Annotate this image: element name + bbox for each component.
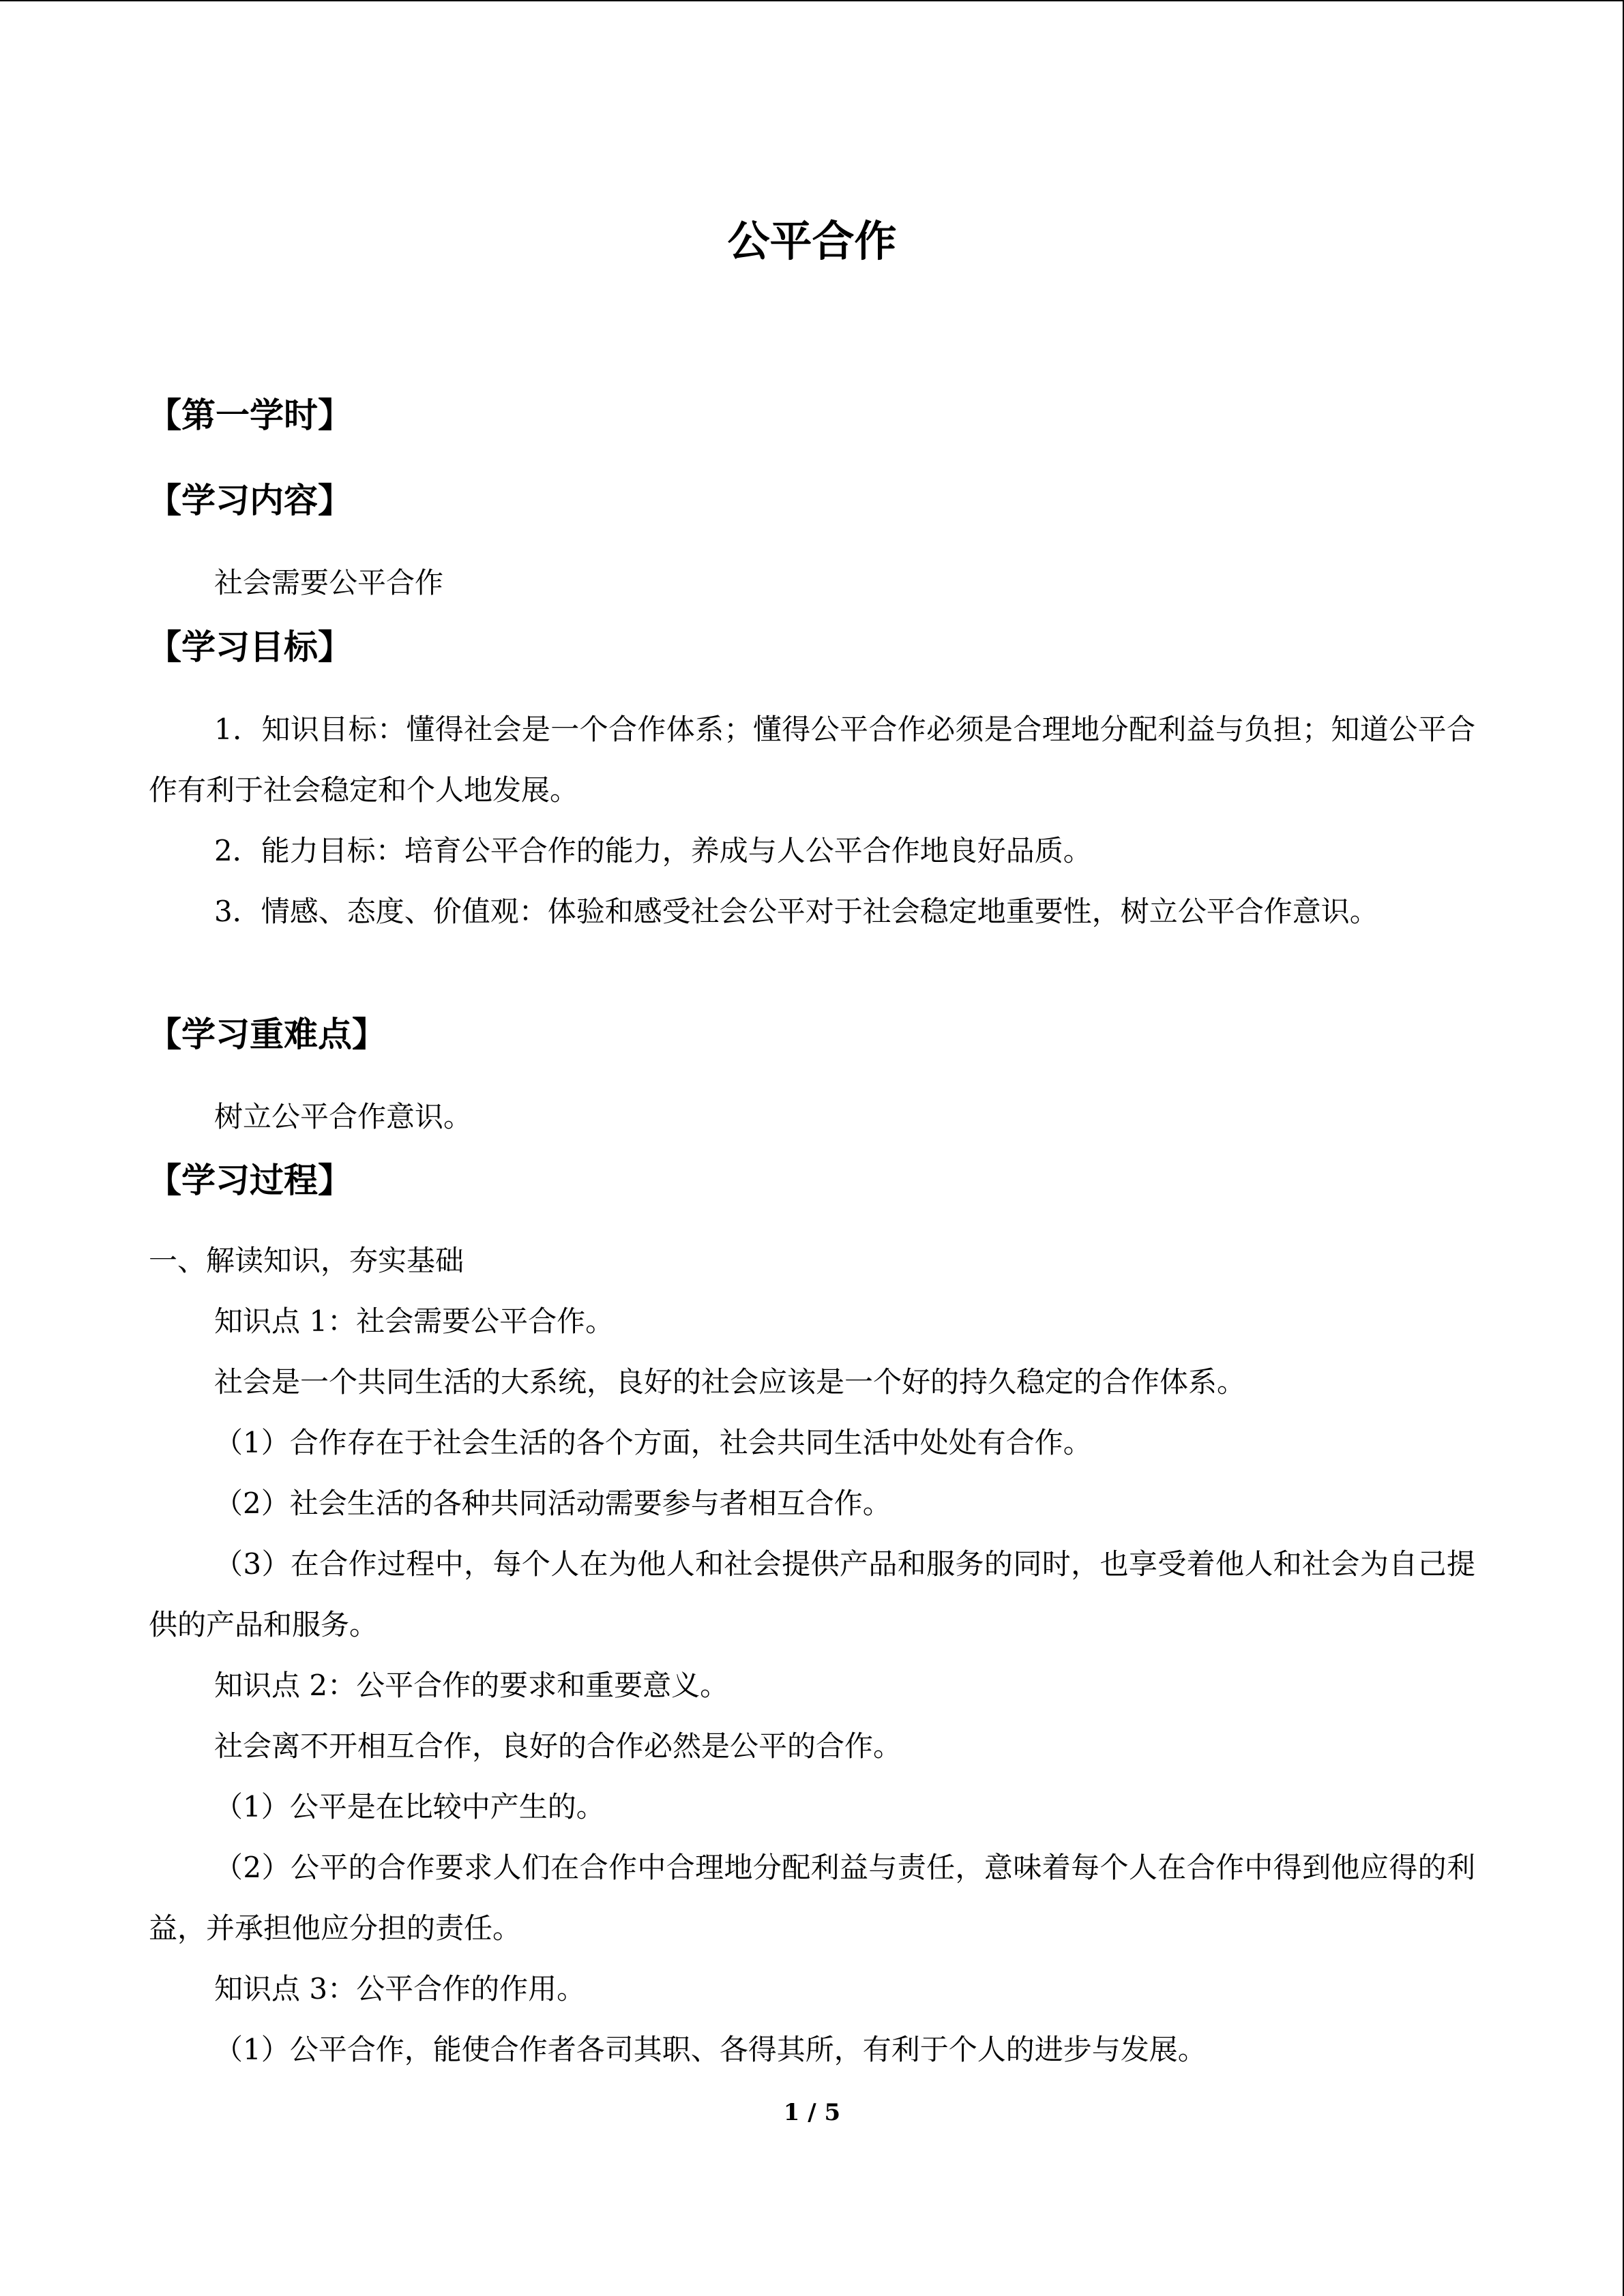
knowledge-point-2-title: 知识点 2：公平合作的要求和重要意义。 [214,1669,729,1702]
document-title: 公平合作 [727,216,897,266]
knowledge-point-3-title: 知识点 3：公平合作的作用。 [214,1972,586,2006]
lesson-heading: 【第一学时】 [147,396,352,435]
goal-1: 1．知识目标：懂得社会是一个合作体系；懂得公平合作必须是合理地分配利益与负担；知道公平合作有利于社会稳定和个人地发展。 [149,713,1475,807]
knowledge-point-1-item-1: （1）合作存在于社会生活的各个方面，社会共同生活中处处有合作。 [214,1426,1092,1459]
knowledge-point-1-item-3: （3）在合作过程中，每个人在为他人和社会提供产品和服务的同时，也享受着他人和社会为自己提供的产品和服务。 [149,1547,1475,1641]
key-points-text: 树立公平合作意识。 [214,1100,473,1133]
content-heading: 【学习内容】 [147,481,352,520]
content-text: 社会需要公平合作 [214,566,444,599]
knowledge-point-1-title: 知识点 1：社会需要公平合作。 [214,1304,615,1338]
goal-2: 2．能力目标：培育公平合作的能力，养成与人公平合作地良好品质。 [214,834,1092,867]
goals-heading: 【学习目标】 [147,627,352,667]
knowledge-point-2-intro: 社会离不开相互合作，良好的合作必然是公平的合作。 [214,1729,902,1763]
knowledge-point-2-item-2: （2）公平的合作要求人们在合作中合理地分配利益与责任，意味着每个人在合作中得到他应得的利益，并承担他应分担的责任。 [149,1851,1475,1945]
goal-3: 3．情感、态度、价值观：体验和感受社会公平对于社会稳定地重要性，树立公平合作意识。 [214,895,1378,928]
part-1-title: 一、解读知识，夯实基础 [149,1244,464,1277]
page-number: 1 / 5 [783,2099,841,2126]
process-heading: 【学习过程】 [147,1161,352,1200]
key-points-heading: 【学习重难点】 [147,1015,386,1054]
knowledge-point-2-item-1: （1）公平是在比较中产生的。 [214,1790,605,1823]
knowledge-point-1-intro: 社会是一个共同生活的大系统，良好的社会应该是一个好的持久稳定的合作体系。 [214,1365,1246,1399]
knowledge-point-3-item-1: （1）公平合作，能使合作者各司其职、各得其所，有利于个人的进步与发展。 [214,2033,1207,2066]
knowledge-point-1-item-2: （2）社会生活的各种共同活动需要参与者相互合作。 [214,1487,891,1520]
